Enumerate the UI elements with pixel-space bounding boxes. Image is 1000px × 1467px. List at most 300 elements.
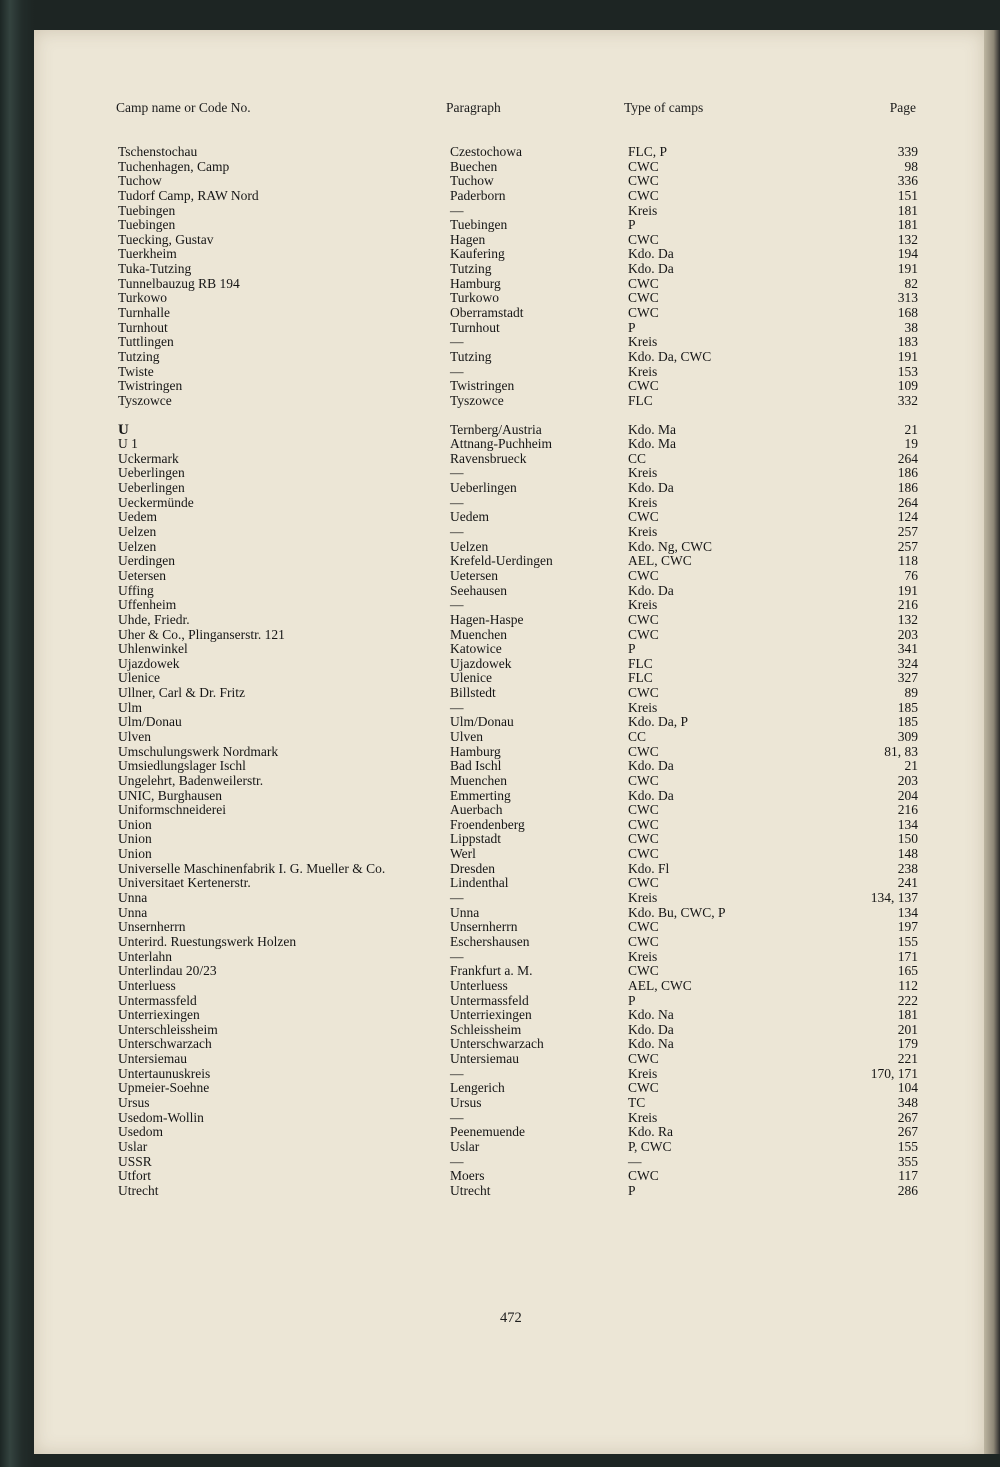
table-row	[0, 979, 1000, 994]
table-row	[0, 540, 1000, 555]
entry-page: 267	[897, 1109, 918, 1125]
table-row	[0, 481, 1000, 496]
header-paragraph: Paragraph	[446, 100, 501, 115]
table-row	[0, 1067, 1000, 1082]
table-row	[0, 686, 1000, 701]
entry-paragraph: Unterluess	[450, 977, 508, 993]
table-row	[0, 774, 1000, 789]
entry-page: 332	[897, 392, 918, 408]
entry-name: Uelzen	[118, 524, 157, 540]
entry-type: Kreis	[628, 699, 658, 715]
table-row	[0, 291, 1000, 306]
entry-name: Uetersen	[118, 567, 166, 583]
entry-name: Unterlindau 20/23	[118, 963, 217, 979]
entry-paragraph: Billstedt	[450, 685, 496, 701]
table-row	[0, 394, 1000, 409]
entry-paragraph: —	[450, 494, 464, 510]
entry-paragraph: Unsernherrn	[450, 919, 518, 935]
entry-name: Umschulungswerk Nordmark	[118, 743, 279, 759]
table-row	[0, 964, 1000, 979]
entry-name: Utfort	[118, 1168, 151, 1184]
entry-type: CWC	[628, 1080, 659, 1096]
entry-name: Ueberlingen	[118, 480, 185, 496]
entry-type: FLC, P	[628, 144, 668, 159]
table-row	[0, 876, 1000, 891]
entry-paragraph: Untermassfeld	[450, 992, 529, 1008]
table-row	[0, 365, 1000, 380]
entry-paragraph: Turkowo	[450, 290, 500, 306]
table-row	[0, 598, 1000, 613]
entry-paragraph: Tuebingen	[450, 217, 508, 233]
entry-paragraph: —	[450, 524, 464, 540]
table-row	[0, 174, 1000, 189]
entry-paragraph: Ternberg/Austria	[450, 421, 542, 437]
entry-name: Untertaunuskreis	[118, 1065, 211, 1081]
entry-type: CWC	[628, 772, 659, 788]
entry-page: 82	[904, 275, 918, 291]
entry-page: 264	[897, 450, 918, 466]
table-row	[0, 657, 1000, 672]
entry-page: 313	[897, 290, 918, 306]
entry-name: U	[118, 421, 129, 438]
entry-paragraph: Hamburg	[450, 743, 501, 759]
table-row	[0, 233, 1000, 248]
entry-type: CWC	[628, 1051, 659, 1067]
entry-type: CWC	[628, 743, 659, 759]
entry-name: UNIC, Burghausen	[118, 787, 222, 803]
entry-paragraph: Uelzen	[450, 538, 489, 554]
entry-page: 117	[898, 1168, 918, 1184]
table-row	[0, 262, 1000, 277]
entry-type: Kreis	[628, 524, 658, 540]
table-row	[0, 218, 1000, 233]
entry-name: Tyszowce	[118, 392, 172, 408]
table-row	[0, 818, 1000, 833]
entry-page: 203	[897, 626, 918, 642]
table-row	[0, 510, 1000, 525]
entry-paragraph: Ulm/Donau	[450, 714, 514, 730]
entry-paragraph: Paderborn	[450, 187, 506, 203]
entry-paragraph: Ulven	[450, 728, 483, 744]
entry-paragraph: Lindenthal	[450, 875, 509, 891]
entry-name: Tudorf Camp, RAW Nord	[118, 187, 259, 203]
entry-name: Ueberlingen	[118, 465, 185, 481]
entry-paragraph: Ueberlingen	[450, 480, 517, 496]
table-row	[0, 452, 1000, 467]
entry-paragraph: Tutzing	[450, 348, 492, 364]
entry-name: Uelzen	[118, 538, 157, 554]
entry-name: Tschenstochau	[118, 144, 198, 159]
entry-page: 151	[897, 187, 918, 203]
entry-name: Untersiemau	[118, 1051, 187, 1067]
entry-name: Umsiedlungslager Ischl	[118, 758, 246, 774]
entry-type: AEL, CWC	[628, 553, 692, 569]
entry-paragraph: Moers	[450, 1168, 485, 1184]
entry-name: Turnhalle	[118, 305, 171, 321]
entry-type: Kdo. Ma	[628, 436, 676, 452]
entry-type: Kdo. Na	[628, 1036, 674, 1052]
entry-type: CWC	[628, 933, 659, 949]
entry-page: 222	[897, 992, 918, 1008]
header-type: Type of camps	[624, 100, 704, 115]
entry-name: Unterschwarzach	[118, 1036, 212, 1052]
entry-paragraph: Attnang-Puchheim	[450, 436, 552, 452]
entry-paragraph: —	[450, 699, 464, 715]
entry-type: Kdo. Da, P	[628, 714, 688, 730]
table-row	[0, 247, 1000, 262]
entry-name: Uerdingen	[118, 553, 175, 569]
entry-page: 38	[904, 319, 918, 335]
entry-name: Ueckermünde	[118, 494, 194, 510]
entry-type: Kreis	[628, 597, 658, 613]
table-row	[0, 1140, 1000, 1155]
entry-page: 286	[897, 1182, 918, 1198]
entry-page: 221	[897, 1051, 918, 1067]
entry-name: Uedem	[118, 509, 157, 525]
table-row	[0, 832, 1000, 847]
entry-paragraph: Untersiemau	[450, 1051, 519, 1067]
entry-page: 165	[897, 963, 918, 979]
entry-type: CWC	[628, 611, 659, 627]
entry-name: Uniformschneiderei	[118, 802, 226, 818]
entry-name: Turkowo	[118, 290, 168, 306]
entry-type: CWC	[628, 919, 659, 935]
entry-type: CC	[628, 450, 647, 466]
entry-name: Uslar	[118, 1138, 148, 1154]
entry-type: CWC	[628, 816, 659, 832]
entry-page: 112	[898, 977, 918, 993]
entry-paragraph: Bad Ischl	[450, 758, 502, 774]
entry-name: USSR	[118, 1153, 152, 1169]
table-row	[0, 350, 1000, 365]
section-gap	[0, 409, 1000, 423]
entry-paragraph: Schleissheim	[450, 1021, 522, 1037]
table-row	[0, 379, 1000, 394]
entry-name: Unterluess	[118, 977, 176, 993]
entry-page: 89	[904, 685, 918, 701]
entry-page: 21	[904, 758, 918, 774]
entry-page: 238	[897, 860, 918, 876]
table-row	[0, 613, 1000, 628]
entry-page: 168	[897, 305, 918, 321]
entry-type: FLC	[628, 655, 653, 671]
table-row	[0, 671, 1000, 686]
entry-paragraph: Ravensbrueck	[450, 450, 527, 466]
table-row	[0, 1169, 1000, 1184]
entry-page: 171	[897, 948, 918, 964]
entry-page: 216	[897, 597, 918, 613]
entry-paragraph: Frankfurt a. M.	[450, 963, 533, 979]
entry-type: Kreis	[628, 494, 658, 510]
table-row	[0, 306, 1000, 321]
entry-type: CWC	[628, 231, 659, 247]
entry-paragraph: Katowice	[450, 641, 502, 657]
entry-type: CWC	[628, 685, 659, 701]
entry-page: 155	[897, 933, 918, 949]
entry-type: —	[628, 1153, 642, 1169]
table-row	[0, 1008, 1000, 1023]
entry-page: 134	[897, 904, 918, 920]
table-row	[0, 1125, 1000, 1140]
entry-paragraph: Ulenice	[450, 670, 492, 686]
table-row	[0, 1184, 1000, 1199]
entry-type: P	[628, 217, 636, 233]
entry-name: Tuchenhagen, Camp	[118, 158, 230, 174]
table-row	[0, 1111, 1000, 1126]
entry-name: Uhlenwinkel	[118, 641, 188, 657]
table-row	[0, 950, 1000, 965]
entry-type: P	[628, 641, 636, 657]
entry-name: Upmeier-Soehne	[118, 1080, 210, 1096]
entry-paragraph: —	[450, 597, 464, 613]
entry-type: Kdo. Da	[628, 582, 674, 598]
header-camp-name: Camp name or Code No.	[116, 100, 251, 115]
entry-paragraph: Hamburg	[450, 275, 501, 291]
entry-type: CWC	[628, 187, 659, 203]
entry-paragraph: Ursus	[450, 1095, 482, 1110]
entry-page: 150	[897, 831, 918, 847]
entry-name: Untermassfeld	[118, 992, 197, 1008]
index-table	[0, 145, 1000, 1198]
entry-name: Unsernherrn	[118, 919, 186, 935]
entry-paragraph: Unna	[450, 904, 480, 920]
table-row	[0, 321, 1000, 336]
entry-type: Kreis	[628, 202, 658, 218]
table-row	[0, 1081, 1000, 1096]
entry-type: Kdo. Da	[628, 787, 674, 803]
entry-page: 186	[897, 480, 918, 496]
entry-name: Unna	[118, 890, 148, 906]
entry-page: 216	[897, 802, 918, 818]
table-row	[0, 789, 1000, 804]
table-row	[0, 277, 1000, 292]
entry-type: CWC	[628, 173, 659, 189]
table-row	[0, 466, 1000, 481]
entry-page: 179	[897, 1036, 918, 1052]
entry-type: Kdo. Da	[628, 758, 674, 774]
entry-type: P	[628, 319, 636, 335]
table-row	[0, 525, 1000, 540]
entry-type: TC	[628, 1095, 646, 1110]
entry-page: 19	[904, 436, 918, 452]
table-row	[0, 496, 1000, 511]
entry-page: 327	[897, 670, 918, 686]
entry-page: 118	[898, 553, 918, 569]
entry-type: Kdo. Da	[628, 480, 674, 496]
entry-page: 339	[897, 144, 918, 159]
table-row	[0, 1096, 1000, 1111]
entry-paragraph: —	[450, 1109, 464, 1125]
entry-paragraph: —	[450, 334, 464, 350]
entry-page: 204	[897, 787, 918, 803]
table-row	[0, 847, 1000, 862]
entry-name: Ungelehrt, Badenweilerstr.	[118, 772, 264, 788]
entry-page: 132	[897, 611, 918, 627]
entry-name: Ulm	[118, 699, 143, 715]
entry-name: Ulenice	[118, 670, 160, 686]
table-row	[0, 1023, 1000, 1038]
table-row	[0, 906, 1000, 921]
entry-paragraph: Unterschwarzach	[450, 1036, 544, 1052]
table-row	[0, 920, 1000, 935]
entry-paragraph: Uslar	[450, 1138, 480, 1154]
entry-type: Kdo. Bu, CWC, P	[628, 904, 726, 920]
entry-name: Tuchow	[118, 173, 162, 189]
entry-page: 241	[897, 875, 918, 891]
entry-type: Kreis	[628, 363, 658, 379]
entry-name: Union	[118, 831, 152, 847]
entry-type: Kdo. Da, CWC	[628, 348, 712, 364]
entry-paragraph: —	[450, 890, 464, 906]
table-row	[0, 437, 1000, 452]
entry-paragraph: Froendenberg	[450, 816, 525, 832]
entry-name: Usedom	[118, 1124, 163, 1140]
entry-page: 186	[897, 465, 918, 481]
entry-paragraph: Krefeld-Uerdingen	[450, 553, 553, 569]
entry-name: Uher & Co., Plinganserstr. 121	[118, 626, 285, 642]
entry-type: P	[628, 1182, 636, 1198]
entry-page: 324	[897, 655, 918, 671]
entry-page: 132	[897, 231, 918, 247]
table-row	[0, 745, 1000, 760]
table-row	[0, 628, 1000, 643]
entry-paragraph: —	[450, 202, 464, 218]
page-number: 472	[500, 1310, 522, 1326]
entry-paragraph: Uetersen	[450, 567, 498, 583]
entry-paragraph: —	[450, 465, 464, 481]
entry-paragraph: —	[450, 1065, 464, 1081]
entry-name: Tuerkheim	[118, 246, 177, 262]
entry-page: 257	[897, 538, 918, 554]
entry-page: 341	[897, 641, 918, 657]
entry-name: Tuebingen	[118, 217, 176, 233]
entry-paragraph: Dresden	[450, 860, 495, 876]
entry-page: 134	[897, 816, 918, 832]
entry-paragraph: Ujazdowek	[450, 655, 512, 671]
table-row	[0, 730, 1000, 745]
table-row	[0, 715, 1000, 730]
entry-name: Uffenheim	[118, 597, 177, 613]
entry-paragraph: Werl	[450, 846, 476, 862]
entry-page: 191	[897, 582, 918, 598]
entry-name: Tunnelbauzug RB 194	[118, 275, 240, 291]
entry-paragraph: Tutzing	[450, 261, 492, 277]
entry-paragraph: Seehausen	[450, 582, 507, 598]
entry-name: Ullner, Carl & Dr. Fritz	[118, 685, 245, 701]
entry-page: 309	[897, 728, 918, 744]
entry-page: 124	[897, 509, 918, 525]
table-row	[0, 862, 1000, 877]
entry-page: 153	[897, 363, 918, 379]
entry-type: CWC	[628, 846, 659, 862]
entry-type: CWC	[628, 626, 659, 642]
entry-paragraph: —	[450, 1153, 464, 1169]
entry-paragraph: Utrecht	[450, 1182, 491, 1198]
table-row	[0, 1155, 1000, 1170]
entry-name: Uckermark	[118, 450, 179, 466]
entry-name: Tuka-Tutzing	[118, 261, 192, 277]
entry-name: Unterlahn	[118, 948, 172, 964]
entry-page: 203	[897, 772, 918, 788]
entry-paragraph: —	[450, 948, 464, 964]
entry-paragraph: Lippstadt	[450, 831, 501, 847]
entry-paragraph: Lengerich	[450, 1080, 505, 1096]
entry-page: 81, 83	[884, 743, 918, 759]
entry-paragraph: Unterriexingen	[450, 1007, 532, 1023]
table-row	[0, 1037, 1000, 1052]
table-row	[0, 423, 1000, 438]
entry-name: Twistringen	[118, 378, 183, 394]
entry-type: FLC	[628, 670, 653, 686]
entry-name: Tuecking, Gustav	[118, 231, 214, 247]
entry-name: Union	[118, 846, 152, 862]
table-row	[0, 554, 1000, 569]
entry-paragraph: Hagen-Haspe	[450, 611, 524, 627]
table-row	[0, 1052, 1000, 1067]
entry-type: Kdo. Ra	[628, 1124, 673, 1140]
entry-page: 185	[897, 699, 918, 715]
entry-type: CWC	[628, 875, 659, 891]
entry-type: Kdo. Da	[628, 1021, 674, 1037]
entry-page: 185	[897, 714, 918, 730]
entry-name: Tutzing	[118, 348, 160, 364]
entry-name: Uhde, Friedr.	[118, 611, 190, 627]
entry-paragraph: Hagen	[450, 231, 486, 247]
entry-page: 181	[897, 217, 918, 233]
entry-type: Kreis	[628, 890, 658, 906]
entry-type: CWC	[628, 1168, 659, 1184]
table-row	[0, 584, 1000, 599]
entry-paragraph: Oberramstadt	[450, 305, 524, 321]
entry-name: Ursus	[118, 1095, 150, 1110]
entry-name: Turnhout	[118, 319, 168, 335]
table-row	[0, 642, 1000, 657]
entry-page: 191	[897, 261, 918, 277]
entry-page: 104	[897, 1080, 918, 1096]
entry-page: 194	[897, 246, 918, 262]
entry-name: Uffing	[118, 582, 154, 598]
entry-name: Ulven	[118, 728, 151, 744]
entry-page: 170, 171	[870, 1065, 918, 1081]
entry-type: FLC	[628, 392, 653, 408]
entry-page: 191	[897, 348, 918, 364]
entry-page: 134, 137	[870, 890, 918, 906]
entry-type: CWC	[628, 831, 659, 847]
entry-page: 183	[897, 334, 918, 350]
entry-type: Kdo. Ma	[628, 421, 676, 437]
entry-type: CWC	[628, 378, 659, 394]
entry-paragraph: Uedem	[450, 509, 489, 525]
entry-page: 181	[897, 202, 918, 218]
entry-type: CWC	[628, 509, 659, 525]
entry-page: 201	[897, 1021, 918, 1037]
entry-paragraph: Tuchow	[450, 173, 494, 189]
entry-type: CC	[628, 728, 647, 744]
entry-paragraph: Kaufering	[450, 246, 505, 262]
table-row	[0, 335, 1000, 350]
table-row	[0, 759, 1000, 774]
entry-type: P	[628, 992, 636, 1008]
entry-type: Kdo. Na	[628, 1007, 674, 1023]
entry-paragraph: Muenchen	[450, 772, 507, 788]
entry-paragraph: Emmerting	[450, 787, 511, 803]
entry-type: Kreis	[628, 334, 658, 350]
entry-page: 155	[897, 1138, 918, 1154]
entry-paragraph: Czestochowa	[450, 144, 522, 159]
entry-paragraph: Twistringen	[450, 378, 515, 394]
table-row	[0, 145, 1000, 160]
entry-page: 181	[897, 1007, 918, 1023]
